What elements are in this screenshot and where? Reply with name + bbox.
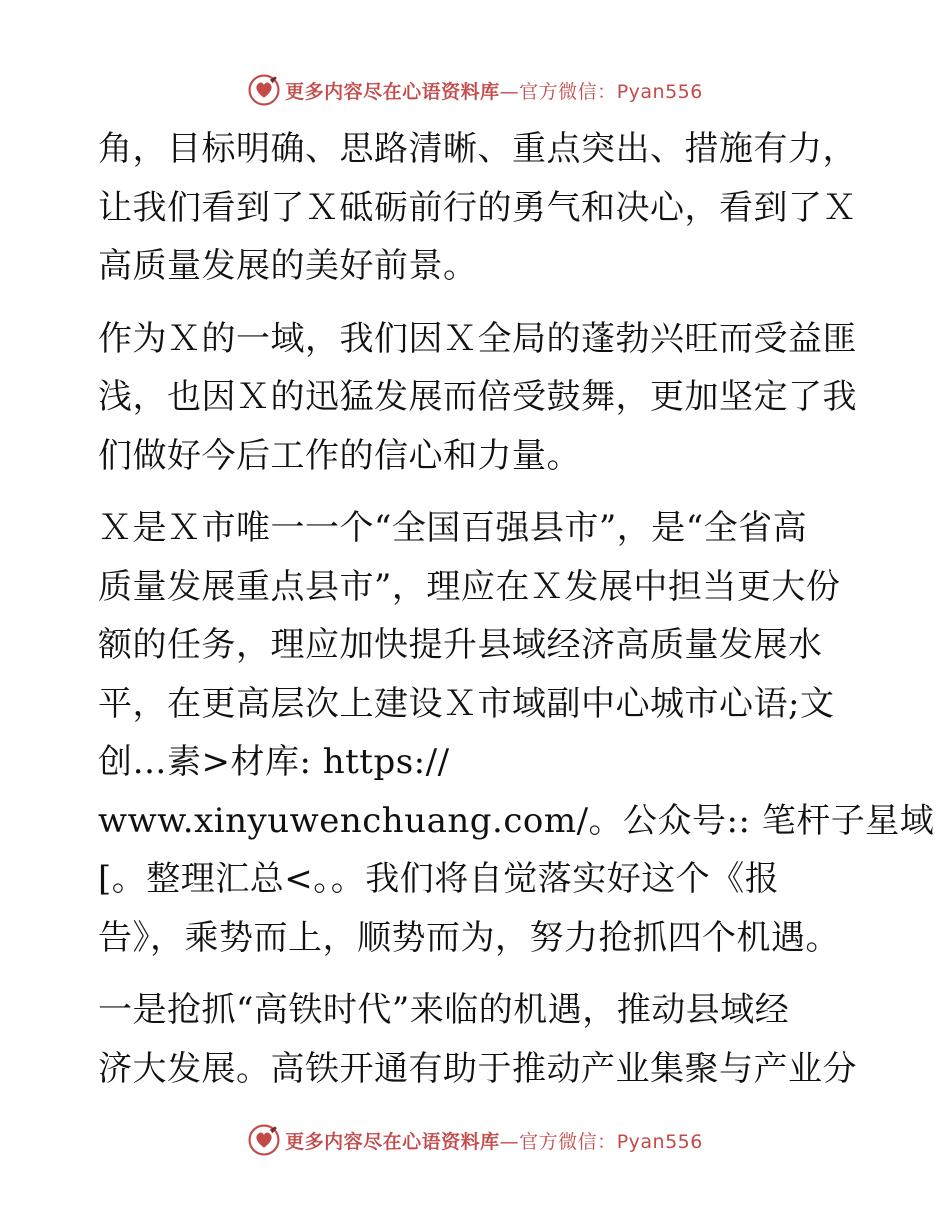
heart-pen-logo-icon — [247, 73, 281, 107]
text-line: Ｘ是Ｘ市唯一一个“全国百强县市”，是“全省高 — [98, 508, 808, 548]
text-line: 告》，乘势而上，顺势而为，努力抢抓四个机遇。 — [98, 917, 840, 958]
paragraph-4 — [98, 981, 858, 1098]
banner-dash: — — [499, 1130, 520, 1153]
banner-official: 官方微信： — [519, 1130, 617, 1153]
text-line: 平，在更高层次上建设Ｘ市域副中心城市心语;文 — [98, 683, 835, 724]
text-line: 高质量发展的美好前景。 — [98, 246, 478, 286]
text-line: 作为Ｘ的一域，我们因Ｘ全局的蓬勃兴旺而受益匪 — [98, 318, 857, 359]
paragraph-1 — [98, 120, 858, 296]
text-line: 角，目标明确、思路清晰、重点突出、措施有力， — [98, 129, 857, 169]
text-line: [。整理汇总<。。我们将自觉落实好这个《报 — [98, 859, 780, 899]
paragraph-3 — [98, 499, 935, 967]
text-line: 质量发展重点县市”，理应在Ｘ发展中担当更大份 — [98, 566, 841, 607]
document-body — [98, 120, 935, 1112]
text-line: 让我们看到了Ｘ砥砺前行的勇气和决心，看到了Ｘ — [98, 187, 857, 228]
text-line: 创…素>材库: https:// — [98, 742, 450, 782]
heart-pen-logo-icon — [247, 1123, 281, 1157]
banner-wechat-id: Pyan556 — [616, 1130, 703, 1153]
banner-dash: — — [499, 80, 520, 103]
banner-text — [285, 77, 703, 104]
text-line: www.xinyuwenchuang.com/。公众号:: 笔杆子星域 — [98, 800, 935, 841]
banner-official: 官方微信： — [519, 80, 617, 103]
text-line: 浅，也因Ｘ的迅猛发展而倍受鼓舞，更加坚定了我 — [98, 377, 857, 417]
text-line: 们做好今后工作的信心和力量。 — [98, 435, 581, 476]
paragraph-2 — [98, 310, 858, 486]
text-line: 一是抢抓“高铁时代”来临的机遇，推动县域经 — [98, 990, 790, 1030]
banner-title: 更多内容尽在心语资料库 — [285, 80, 500, 103]
banner-title: 更多内容尽在心语资料库 — [285, 1130, 500, 1153]
text-line: 济大发展。高铁开通有助于推动产业集聚与产业分 — [98, 1048, 857, 1089]
text-line: 额的任务，理应加快提升县域经济高质量发展水 — [98, 625, 823, 665]
banner-wechat-id: Pyan556 — [616, 80, 703, 103]
footer-banner — [0, 1120, 950, 1160]
header-banner — [0, 70, 950, 110]
banner-text — [285, 1127, 703, 1154]
